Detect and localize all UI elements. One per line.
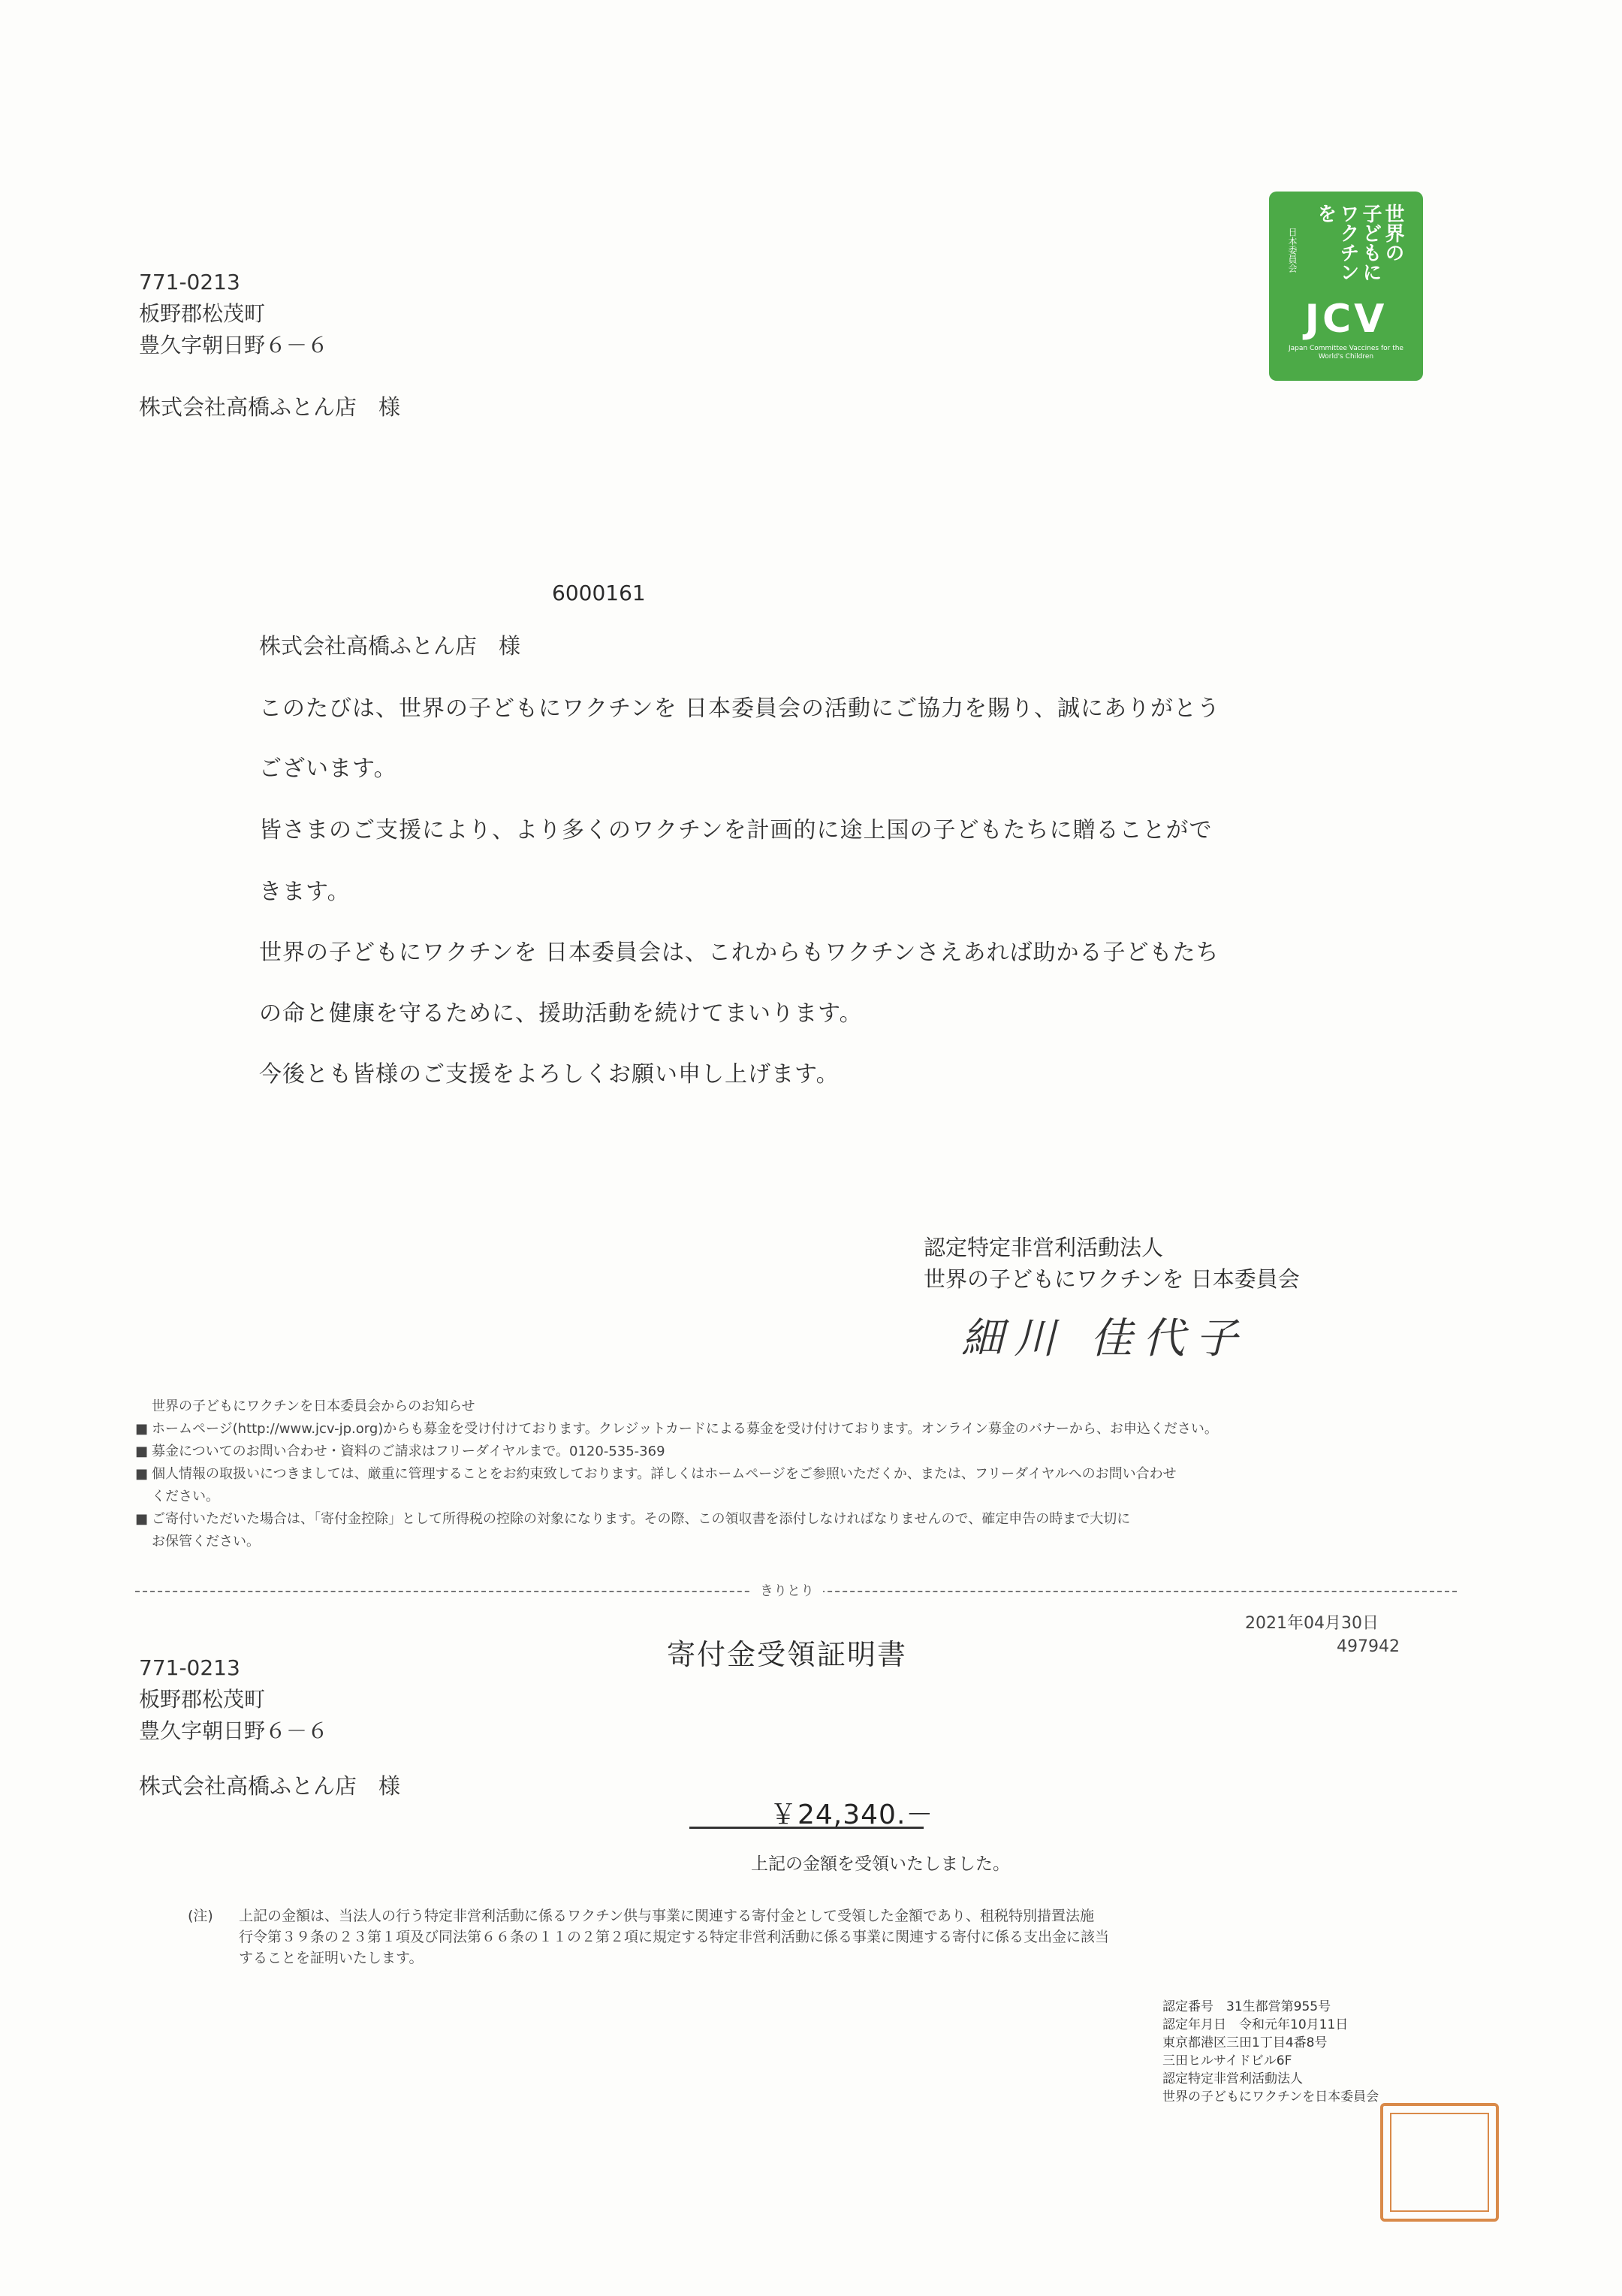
jcv-logo (1269, 192, 1423, 381)
address-line-1: 板野郡松茂町 (139, 1687, 266, 1712)
address-line-2: 豊久字朝日野６－６ (139, 333, 329, 358)
logo-text-3: ワクチン (1337, 204, 1359, 282)
certificate-date: 2021年04月30日 (1245, 1614, 1379, 1633)
notice-item: ■ ホームページ(http://www.jcv-jp.org)からも募金を受け付けております。クレジットカードによる募金を受け付けております。オンライン募金のバナーから、お申込ください。 (135, 1421, 1218, 1437)
handwritten-signature: 細川 佳代子 (961, 1314, 1248, 1363)
postal-code: 771-0213 (139, 1655, 240, 1680)
donation-amount: ￥24,340.－ (770, 1800, 934, 1830)
logo-text-2: 子どもに (1359, 204, 1382, 282)
letter-line-1: このたびは、世界の子どもにワクチンを 日本委員会の活動にご協力を賜り、誠にありがとう (259, 695, 1221, 722)
notice-item-continued: ください。 (152, 1489, 219, 1504)
letter-line-3: 皆さまのご支援により、より多くのワクチンを計画的に途上国の子どもたちに贈ることがで (259, 817, 1213, 843)
recipient-name: 株式会社高橋ふとん店 様 (139, 394, 401, 420)
letter-line-7: 今後とも皆様のご支援をよろしくお願い申し上げます。 (259, 1061, 840, 1088)
logo-subtext: 日本委員会 (1287, 228, 1298, 273)
certificate-note-label: (注) (188, 1908, 213, 1924)
certificate-recipient: 株式会社高橋ふとん店 様 (139, 1773, 401, 1799)
logo-text-1: 世界の (1382, 204, 1404, 262)
certificate-number: 497942 (1337, 1637, 1400, 1656)
address-block (139, 267, 328, 361)
notice-item-continued: お保管ください。 (152, 1534, 260, 1549)
logo-abbr: JCV (1304, 297, 1388, 342)
cut-label: きりとり (751, 1580, 823, 1600)
notice-block (135, 1395, 1218, 1553)
certificate-address (139, 1652, 328, 1747)
notice-item: ■ 個人情報の取扱いにつきましては、厳重に管理することをお約束致しております。詳しくはホームページをご参照いただくか、または、フリーダイヤルへのお問い合わせ (135, 1466, 1177, 1482)
certificate-title: 寄付金受領証明書 (667, 1638, 908, 1671)
letter-line-5: 世界の子どもにワクチンを 日本委員会は、これからもワクチンさえあれば助かる子どもたち (259, 940, 1220, 966)
reference-number: 6000161 (552, 581, 646, 605)
signature-block (924, 1232, 1300, 1295)
certificate-note: 上記の金額は、当法人の行う特定非営利活動に係るワクチン供与事業に関連する寄付金として受領した金額であり、租税特別措置法施 行令第３９条の２３第１項及び同法第６６条の１１の２第２項に規定する特定非営利活動に係る事業に関連する寄付に係る支出金に該当 することを証明いたします。 (239, 1908, 1110, 1966)
org-type: 認定特定非営利活動法人 (924, 1235, 1164, 1260)
postal-code: 771-0213 (139, 270, 240, 294)
letter-line-2: ございます。 (259, 756, 397, 782)
address-line-2: 豊久字朝日野６－６ (139, 1718, 329, 1743)
org-name: 世界の子どもにワクチンを 日本委員会 (924, 1266, 1300, 1292)
letter-recipient: 株式会社高橋ふとん店 様 (259, 633, 521, 659)
issuer-info: 認定番号 31生都営第955号 認定年月日 令和元年10月11日 東京都港区三田1丁目4番8号 三田ヒルサイドビル6F 認定特定非営利活動法人 世界の子どもにワクチンを日本委員会 (1162, 1999, 1379, 2104)
logo-text-4: を (1314, 204, 1337, 223)
received-statement: 上記の金額を受領いたしました。 (751, 1854, 1010, 1874)
letter-line-6: の命と健康を守るために、援助活動を続けてまいります。 (259, 1000, 863, 1027)
address-line-1: 板野郡松茂町 (139, 301, 266, 326)
notice-heading: 世界の子どもにワクチンを日本委員会からのお知らせ (152, 1398, 475, 1414)
notice-item: ■ 募金についてのお問い合わせ・資料のご請求はフリーダイヤルまで。0120-535-369 (135, 1444, 665, 1459)
logo-english: Japan Committee Vaccines for the World's Children (1289, 345, 1403, 361)
official-seal-inner (1390, 2113, 1489, 2212)
letter-line-4: きます。 (259, 879, 351, 905)
amount-underline (689, 1827, 924, 1829)
notice-item: ■ ご寄付いただいた場合は、「寄付金控除」として所得税の控除の対象になります。その際、この領収書を添付しなければなりませんので、確定申告の時まで大切に (135, 1511, 1131, 1527)
official-seal-stamp (1380, 2103, 1499, 2222)
